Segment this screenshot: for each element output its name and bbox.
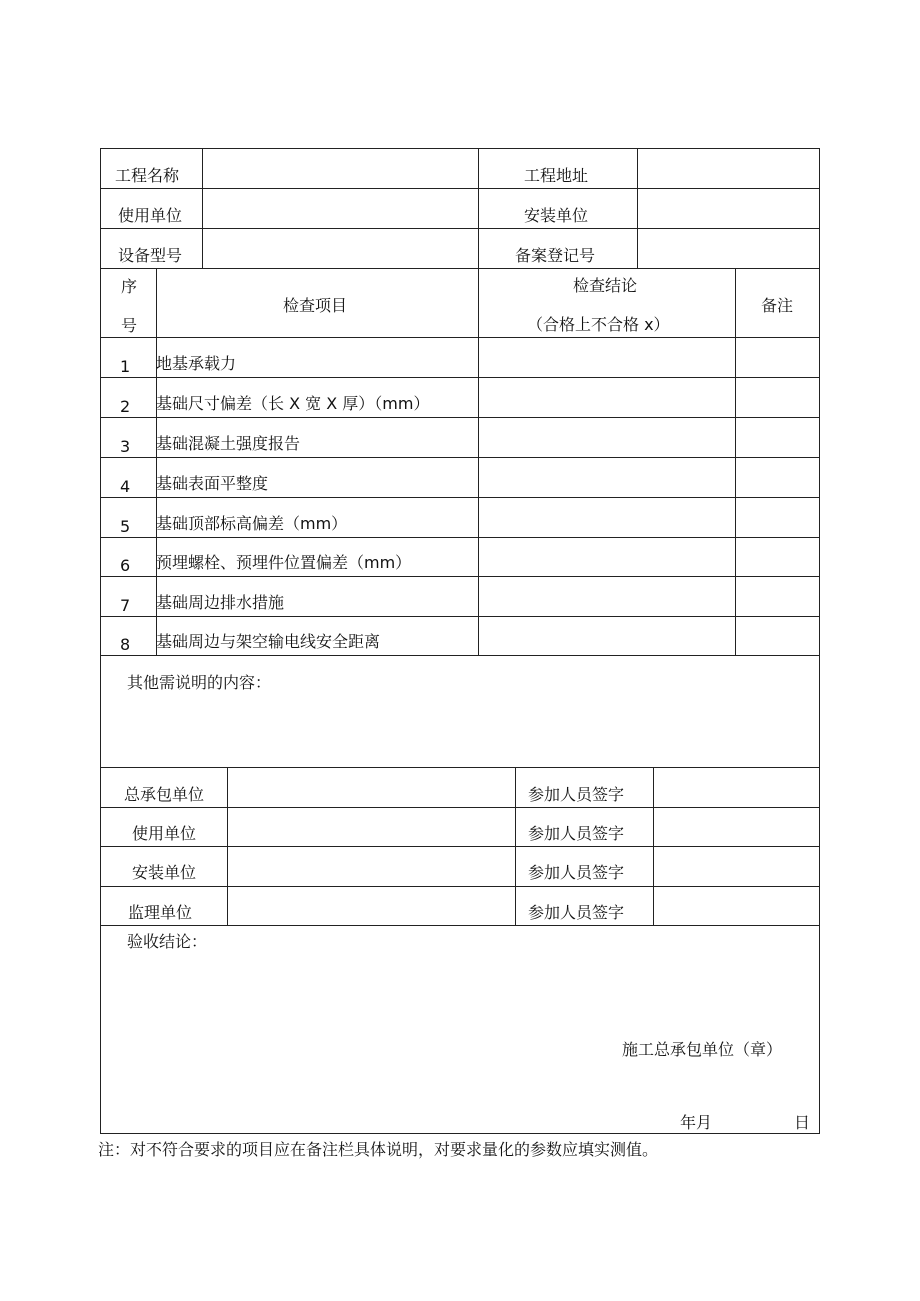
signature-label: 参加人员签字 — [528, 824, 625, 843]
project-address-label: 工程地址 — [524, 166, 589, 185]
row-item: 地基承载力 — [156, 354, 237, 373]
row-number: 5 — [120, 517, 131, 536]
row-number: 1 — [120, 357, 131, 376]
row-item: 基础周边排水措施 — [156, 593, 285, 612]
install-unit-label: 安装单位 — [524, 206, 589, 225]
rule — [101, 377, 819, 378]
signature-label: 参加人员签字 — [528, 903, 625, 922]
result-header: 检查结论 — [573, 276, 638, 295]
rule — [101, 925, 819, 926]
rule — [735, 268, 736, 655]
item-header: 检查项目 — [283, 296, 348, 315]
rule — [515, 767, 516, 925]
rule — [478, 148, 479, 268]
rule — [101, 616, 819, 617]
rule — [202, 148, 203, 268]
row-item: 基础顶部标高偏差（mm） — [156, 514, 348, 533]
result-subheader: （合格上不合格 x） — [527, 315, 670, 334]
signature-unit-label: 总承包单位 — [123, 785, 205, 804]
rule — [101, 767, 819, 768]
project-name-label: 工程名称 — [115, 166, 180, 185]
footnote: 注：对不符合要求的项目应在备注栏具体说明，对要求量化的参数应填实测值。 — [98, 1140, 659, 1159]
rule — [653, 767, 654, 925]
rule — [101, 457, 819, 458]
signature-unit-label: 监理单位 — [127, 903, 193, 922]
rule — [101, 655, 819, 656]
record-no-label: 备案登记号 — [515, 246, 596, 265]
rule — [227, 767, 228, 925]
row-number: 7 — [120, 596, 131, 615]
remark-header: 备注 — [761, 296, 794, 315]
row-number: 2 — [120, 397, 131, 416]
row-number: 3 — [120, 437, 131, 456]
device-model-label: 设备型号 — [118, 246, 183, 265]
row-item: 基础尺寸偏差（长 X 宽 X 厚）（mm） — [156, 394, 430, 413]
acceptance-label: 验收结论： — [127, 932, 208, 951]
row-number: 4 — [120, 477, 131, 496]
stamp-label: 施工总承包单位（章） — [622, 1040, 783, 1059]
signature-label: 参加人员签字 — [528, 863, 625, 882]
rule — [101, 886, 819, 887]
rule — [101, 188, 819, 189]
rule — [101, 576, 819, 577]
rule — [101, 228, 819, 229]
signature-label: 参加人员签字 — [528, 785, 625, 804]
rule — [101, 417, 819, 418]
rule — [478, 268, 479, 655]
signature-unit-label: 安装单位 — [131, 863, 197, 882]
seq-header-1: 序 — [121, 277, 138, 296]
rule — [637, 148, 638, 268]
row-item: 基础表面平整度 — [156, 474, 269, 493]
rule — [101, 148, 819, 149]
rule — [101, 268, 819, 269]
row-item: 基础周边与架空输电线安全距离 — [156, 632, 381, 651]
seq-header-2: 号 — [121, 316, 138, 335]
user-unit-label: 使用单位 — [118, 206, 183, 225]
date-day: 日 — [794, 1113, 811, 1132]
date-year-month: 年月 — [680, 1113, 713, 1132]
row-item: 基础混凝土强度报告 — [156, 434, 301, 453]
rule — [101, 337, 819, 338]
other-notes-label: 其他需说明的内容： — [127, 673, 272, 692]
row-number: 8 — [120, 635, 131, 654]
rule — [101, 807, 819, 808]
rule — [101, 846, 819, 847]
row-number: 6 — [120, 556, 131, 575]
signature-unit-label: 使用单位 — [131, 824, 197, 843]
acceptance-form — [100, 148, 820, 1134]
row-item: 预埋螺栓、预埋件位置偏差（mm） — [156, 553, 412, 572]
rule — [101, 497, 819, 498]
rule — [101, 537, 819, 538]
